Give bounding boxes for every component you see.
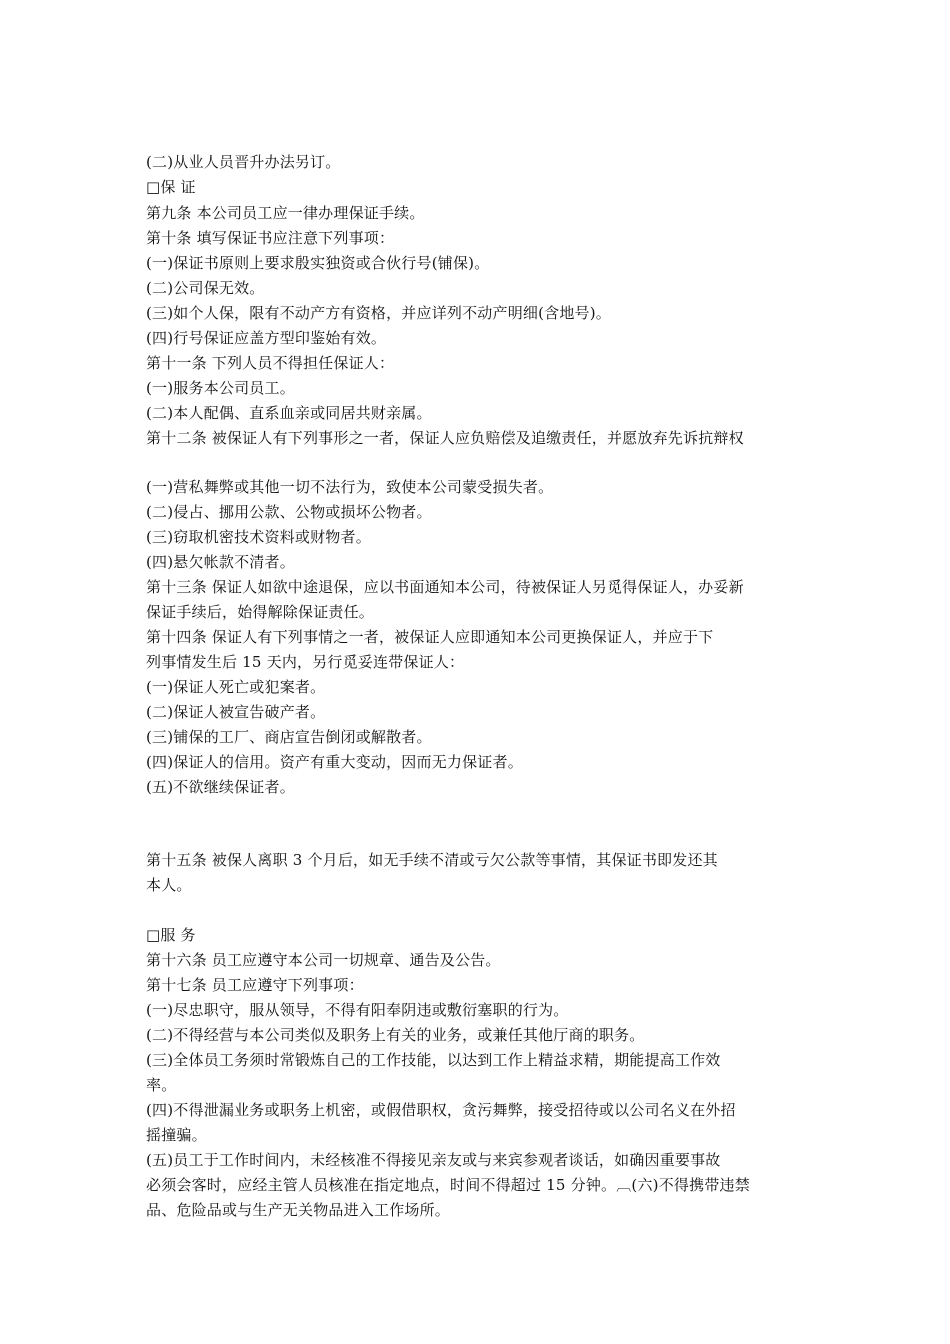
text-line: 保证手续后，始得解除保证责任。 bbox=[146, 603, 375, 621]
text-line: (四)行号保证应盖方型印鉴始有效。 bbox=[146, 329, 387, 347]
text-line: (二)保证人被宣告破产者。 bbox=[146, 703, 326, 721]
text-line: (一)保证人死亡或犯案者。 bbox=[146, 678, 326, 696]
text-line: 第十条 填写保证书应注意下列事项： bbox=[146, 229, 395, 247]
section-heading-guarantee: □保 证 bbox=[146, 178, 196, 196]
text-line: (四)保证人的信用。资产有重大变动，因而无力保证者。 bbox=[146, 753, 523, 771]
text-line: (一)服务本公司员工。 bbox=[146, 379, 295, 397]
text-line: 第十五条 被保人离职 3 个月后，如无手续不清或亏欠公款等事情，其保证书即发还其 bbox=[146, 851, 718, 869]
section-heading-service: □服 务 bbox=[146, 926, 196, 944]
text-line: 必须会客时，应经主管人员核准在指定地点，时间不得超过 15 分钟。︹(六)不得携带违禁 bbox=[146, 1176, 750, 1194]
text-line: (三)铺保的工厂、商店宣告倒闭或解散者。 bbox=[146, 728, 432, 746]
text-line: 第十三条 保证人如欲中途退保，应以书面通知本公司，待被保证人另觅得保证人，办妥新 bbox=[146, 578, 744, 596]
text-line: (四)不得泄漏业务或职务上机密，或假借职权，贪污舞弊，接受招待或以公司名义在外招 bbox=[146, 1101, 736, 1119]
text-line: (二)侵占、挪用公款、公物或损坏公物者。 bbox=[146, 503, 432, 521]
text-line: (三)窃取机密技术资料或财物者。 bbox=[146, 528, 371, 546]
text-line: (一)尽忠职守，服从领导，不得有阳奉阴违或敷衍塞职的行为。 bbox=[146, 1001, 569, 1019]
text-line: 第十七条 员工应遵守下列事项： bbox=[146, 976, 364, 994]
text-line: (一)营私舞弊或其他一切不法行为，致使本公司蒙受损失者。 bbox=[146, 478, 554, 496]
text-line: 第九条 本公司员工应一律办理保证手续。 bbox=[146, 204, 425, 222]
text-line: 品、危险品或与生产无关物品进入工作场所。 bbox=[146, 1201, 451, 1219]
text-line: 第十一条 下列人员不得担任保证人： bbox=[146, 354, 395, 372]
text-line: (三)如个人保，限有不动产方有资格，并应详列不动产明细(含地号)。 bbox=[146, 304, 612, 322]
text-line: (二)从业人员晋升办法另订。 bbox=[146, 153, 341, 171]
text-line: 率。 bbox=[146, 1076, 177, 1094]
text-line: (五)不欲继续保证者。 bbox=[146, 778, 295, 796]
text-line: (二)不得经营与本公司类似及职务上有关的业务，或兼任其他厅商的职务。 bbox=[146, 1026, 645, 1044]
text-line: 本人。 bbox=[146, 876, 192, 894]
text-line: 第十四条 保证人有下列事情之一者，被保证人应即通知本公司更换保证人，并应于下 bbox=[146, 628, 714, 646]
text-line: (二)本人配偶、直系血亲或同居共财亲属。 bbox=[146, 404, 432, 422]
text-line: (二)公司保无效。 bbox=[146, 279, 265, 297]
text-line: 摇撞骗。 bbox=[146, 1126, 207, 1144]
text-line: 列事情发生后 15 天内，另行觅妥连带保证人： bbox=[146, 653, 465, 671]
text-line: (一)保证书原则上要求殷实独资或合伙行号(铺保)。 bbox=[146, 254, 490, 272]
text-line: 第十二条 被保证人有下列事形之一者，保证人应负赔偿及追缴责任，并愿放弃先诉抗辩权 bbox=[146, 429, 744, 447]
text-line: (五)员工于工作时间内，未经核准不得接见亲友或与来宾参观者谈话，如确因重要事故 bbox=[146, 1151, 721, 1169]
text-line: (四)悬欠帐款不清者。 bbox=[146, 553, 295, 571]
text-line: (三)全体员工务须时常锻炼自己的工作技能，以达到工作上精益求精，期能提高工作效 bbox=[146, 1051, 721, 1069]
text-line: 第十六条 员工应遵守本公司一切规章、通告及公告。 bbox=[146, 951, 501, 969]
